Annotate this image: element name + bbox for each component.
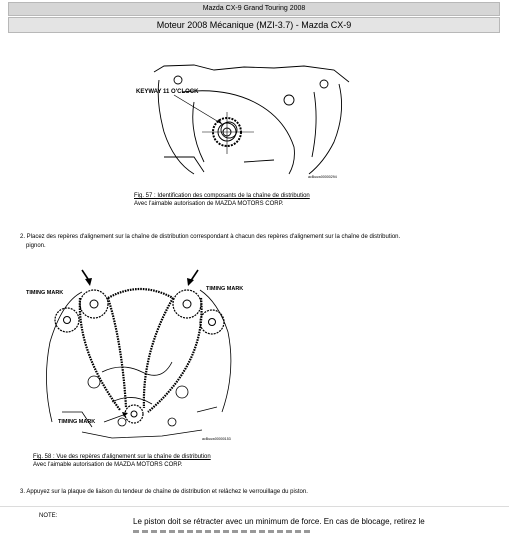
figure-57-code: acBuuw00000294 xyxy=(308,175,337,179)
section-title: Moteur 2008 Mécanique (MZI-3.7) - Mazda CX-9 xyxy=(8,17,500,33)
timing-mark-right-label: TIMING MARK xyxy=(206,286,244,292)
figure-58-code: acBuuw00000153 xyxy=(202,437,231,441)
step-3 xyxy=(20,488,500,497)
figure-57-credit: Avec l'aimable autorisation de MAZDA MOTORS CORP. xyxy=(134,201,284,207)
figure-57-caption: Fig. 57 : Identification des composants de la chaîne de distribution xyxy=(134,193,310,199)
figure-57-illustration xyxy=(134,62,356,180)
figure-58-illustration xyxy=(22,262,248,448)
step-3-text: 3. Appuyez sur la plaque de liaison du tendeur de chaîne de distribution et relâchez le verrouillage du piston. xyxy=(20,489,308,495)
timing-mark-left-label: TIMING MARK xyxy=(26,290,64,296)
vehicle-header: Mazda CX-9 Grand Touring 2008 xyxy=(8,2,500,16)
timing-mark-bottom-label: TIMING MARK xyxy=(58,419,96,425)
note-text: Le piston doit se rétracter avec un minimum de force. En cas de blocage, retirez le xyxy=(133,517,425,526)
figure-58-credit: Avec l'aimable autorisation de MAZDA MOTORS CORP. xyxy=(33,462,183,468)
note-text-cutoff xyxy=(133,530,313,533)
step-2-line1: 2. Placez des repères d'alignement sur la chaîne de distribution correspondant à chacun des repères d'alignement sur la chaîne de distribution. xyxy=(20,234,401,240)
figure-58-caption: Fig. 58 : Vue des repères d'alignement sur la chaîne de distribution xyxy=(33,454,211,460)
note-label: NOTE: xyxy=(39,513,58,519)
figure-57-caption-block xyxy=(134,192,310,208)
keyway-label: KEYWAY 11 O'CLOCK xyxy=(136,89,199,95)
figure-58-caption-block xyxy=(33,453,211,469)
step-2 xyxy=(20,233,500,251)
step-2-line2: pignon. xyxy=(26,243,46,249)
